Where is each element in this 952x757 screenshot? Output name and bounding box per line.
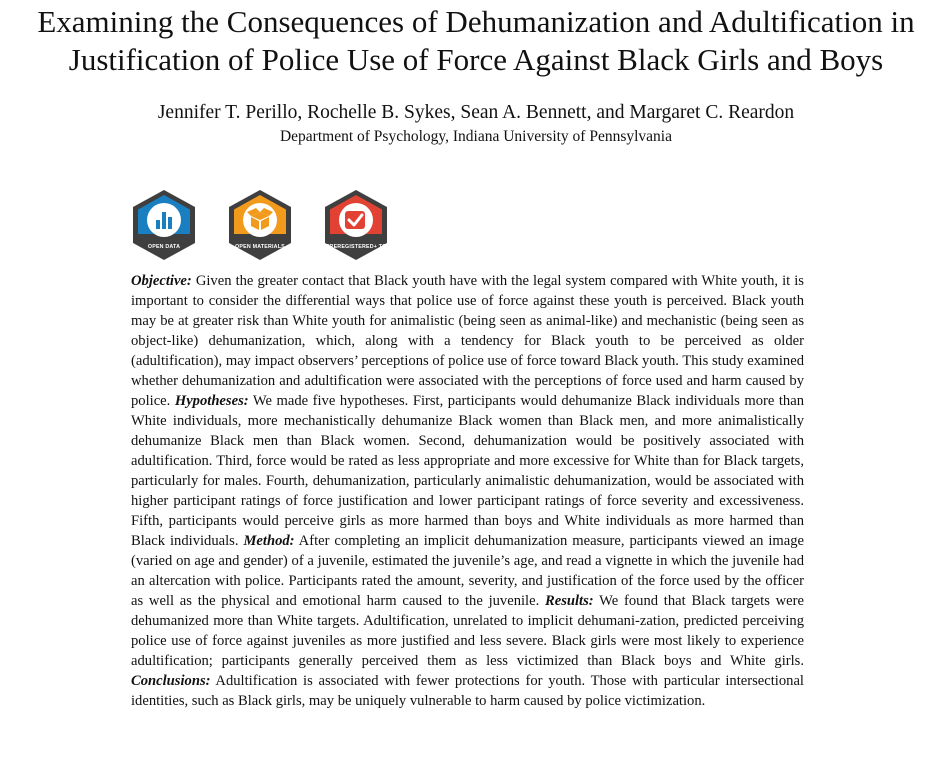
open-materials-badge[interactable] bbox=[227, 189, 293, 261]
method-text: After completing an implicit dehumanization measure, participants viewed an image (varied on age and gender) of a juvenile, estimated the juvenile’s age, and read a vignette in which the juvenile had an altercation with police. Participants rated the amount, severity, and justification of the force used by the officer as well as the physical and emotional harm caused to the juvenile. bbox=[131, 533, 804, 609]
hypotheses-label: Hypotheses: bbox=[174, 393, 249, 409]
objective-text: Given the greater contact that Black youth have with the legal system compared with White youth, it is important to consider the differential ways that police use of force against these youth is perceived. Black youth may be at greater risk than White youth for animalistic (being seen as animal-like) and mechanistic (being seen as object-like) dehumanization, which, along with a tendency for Black youth to be perceived as older (adultification), may impact observers’ perceptions of police use of force toward Black youth. This study examined whether dehumanization and adultification were associated with the perceptions of force used and harm caused by police. bbox=[131, 273, 804, 409]
objective-label: Objective: bbox=[131, 273, 192, 289]
results-label: Results: bbox=[545, 593, 594, 609]
method-label: Method: bbox=[243, 533, 295, 549]
open-data-badge[interactable] bbox=[131, 189, 197, 261]
title-line-2: Justification of Police Use of Force Against Black Girls and Boys bbox=[68, 42, 884, 77]
checkmark-icon bbox=[345, 211, 365, 229]
preregistered-badge[interactable] bbox=[323, 189, 389, 261]
paper-title bbox=[0, 3, 952, 79]
preregistered-badge-graphic bbox=[323, 189, 389, 261]
title-line-1: Examining the Consequences of Dehumanization and Adultification in bbox=[37, 4, 915, 39]
abstract bbox=[131, 271, 804, 711]
conclusions-text: Adultification is associated with fewer protections for youth. Those with particular intersectional identities, such as Black girls, may be uniquely vulnerable to harm caused by police victimization. bbox=[131, 673, 804, 709]
open-data-badge-graphic bbox=[131, 189, 197, 261]
open-materials-label: OPEN MATERIALS bbox=[235, 244, 285, 250]
open-materials-badge-graphic bbox=[227, 189, 293, 261]
open-data-label: OPEN DATA bbox=[147, 244, 181, 250]
results-text: We found that Black targets were dehumanized more than White targets. Adultification, unrelated to implicit dehumani-zation, predicted perceiving police use of force against juveniles as more justified and less severe. Black girls were most likely to experience adultification; participants generally perceived them as less victimized than Black boys and White girls. bbox=[131, 593, 804, 669]
open-science-badges bbox=[131, 189, 389, 261]
conclusions-label: Conclusions: bbox=[131, 673, 211, 689]
preregistered-label: PREREGISTERED+ TC bbox=[325, 244, 387, 250]
hypotheses-text: We made five hypotheses. First, participants would dehumanize Black individuals more than White individuals, more mechanistically dehumanize Black women than Black men, and more animalistically dehumanize Black men than Black women. Second, dehumanization would be positively associated with adultification. Third, force would be rated as less appropriate and more excessive for White than for Black targets, particularly for males. Fourth, dehumanization, particularly animalistic dehumanization, would be associated with higher participant ratings of force justification and lower participant ratings of force severity and excessiveness. Fifth, participants would perceive girls as more harmed than boys and White individuals as more harmed than Black individuals. bbox=[131, 393, 804, 549]
author-list: Jennifer T. Perillo, Rochelle B. Sykes, Sean A. Bennett, and Margaret C. Reardon bbox=[157, 102, 795, 123]
affiliation: Department of Psychology, Indiana University of Pennsylvania bbox=[279, 128, 672, 145]
